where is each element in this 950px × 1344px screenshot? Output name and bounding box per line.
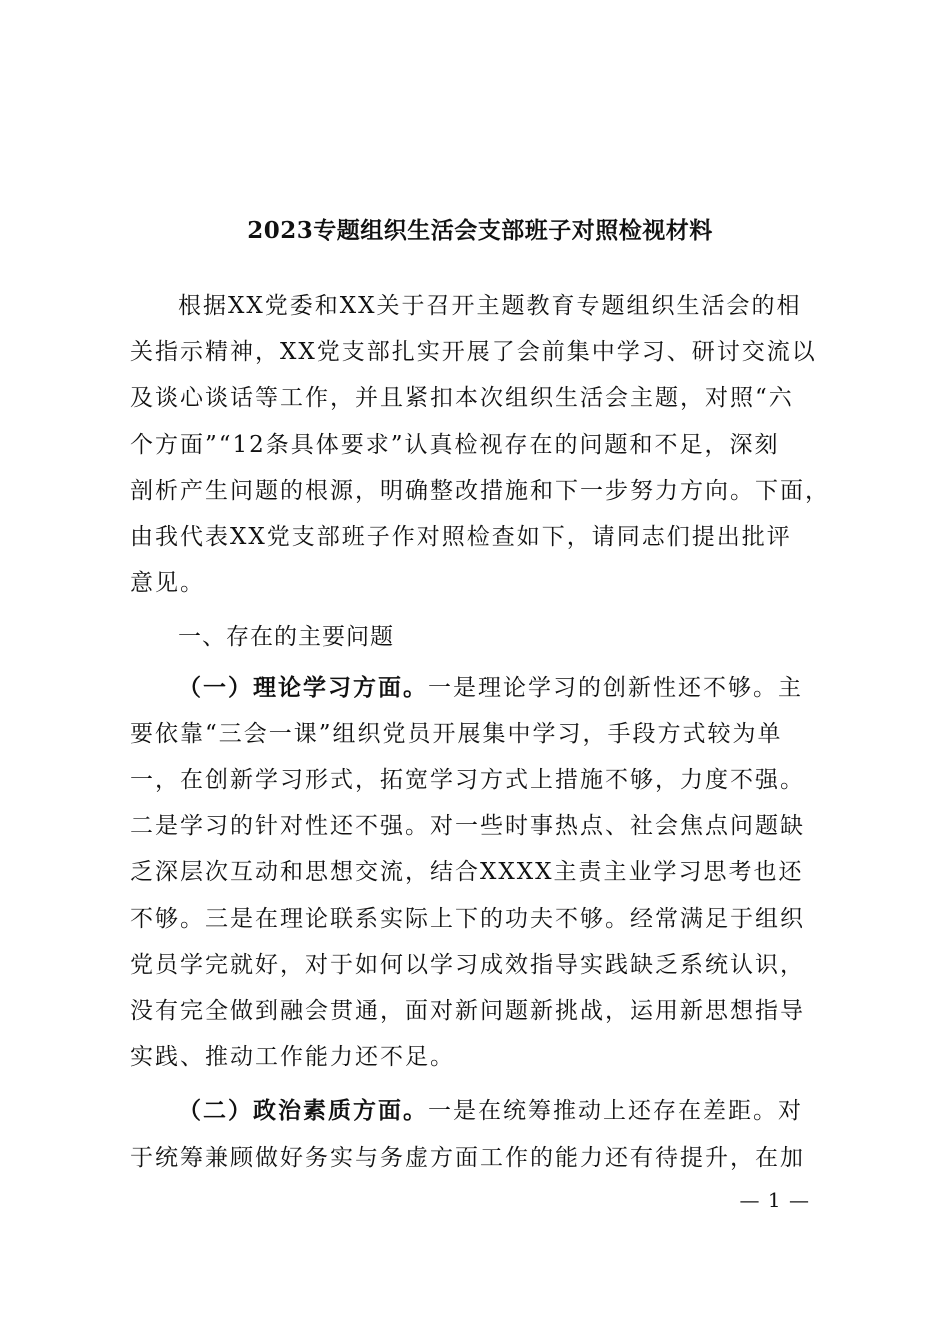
subsection-heading: （一）理论学习方面。	[178, 673, 428, 701]
body-line	[130, 425, 780, 465]
line-text: 一、存在的主要问题	[178, 624, 394, 651]
document-title: 2023专题组织生活会支部班子对照检视材料	[247, 217, 713, 244]
body-line	[178, 668, 803, 708]
body-line	[130, 378, 794, 418]
body-line	[130, 945, 805, 985]
body-line	[130, 899, 805, 939]
body-line	[130, 563, 205, 603]
line-text: 一，在创新学习形式，拓宽学习方式上措施不够，力度不强。	[130, 767, 805, 793]
line-text: 不够。三是在理论联系实际上下的功夫不够。经常满足于组织	[130, 905, 805, 932]
body-line	[130, 1037, 455, 1077]
body-line	[130, 1138, 805, 1178]
body-line	[130, 517, 792, 557]
line-text: 要依靠“三会一课”组织党员开展集中学习，手段方式较为单	[130, 720, 783, 747]
line-text: 及谈心谈话等工作，并且紧扣本次组织生活会主题，对照“六	[130, 385, 794, 412]
line-text: 没有完全做到融会贯通，面对新问题新挑战，运用新思想指导	[130, 998, 805, 1024]
line-text: 由我代表XX党支部班子作对照检查如下，请同志们提出批评	[130, 524, 792, 550]
line-text: 关指示精神，XX党支部扎实开展了会前集中学习、研讨交流以	[130, 339, 817, 366]
body-line	[130, 991, 805, 1031]
page-number: — 1 —	[739, 1188, 810, 1212]
line-text: 意见。	[130, 570, 205, 597]
subsection-heading: （二）政治素质方面。	[178, 1097, 428, 1125]
line-text: 实践、推动工作能力还不足。	[130, 1044, 455, 1071]
body-line	[130, 760, 805, 800]
body-line	[130, 332, 817, 372]
line-text: 党员学完就好，对于如何以学习成效指导实践缺乏系统认识，	[130, 951, 805, 978]
body-line	[130, 806, 805, 846]
body-line	[130, 714, 783, 754]
line-text: 一是在统筹推动上还存在差距。对	[428, 1098, 803, 1125]
line-text: 一是理论学习的创新性还不够。主	[428, 674, 803, 701]
line-text: 于统筹兼顾做好务实与务虚方面工作的能力还有待提升，在加	[130, 1144, 805, 1171]
line-text: 二是学习的针对性还不强。对一些时事热点、社会焦点问题缺	[130, 813, 805, 840]
line-text: 根据XX党委和XX关于召开主题教育专题组织生活会的相	[178, 293, 802, 319]
body-line	[130, 471, 830, 511]
line-text: 个方面”“12条具体要求”认真检视存在的问题和不足，深刻	[130, 431, 780, 458]
body-line	[178, 286, 802, 326]
body-line	[178, 1091, 803, 1131]
body-line	[130, 852, 804, 892]
line-text: 剖析产生问题的根源，明确整改措施和下一步努力方向。下面，	[130, 477, 830, 504]
section-heading	[178, 617, 394, 657]
line-text: 乏深层次互动和思想交流，结合XXXX主责主业学习思考也还	[130, 859, 804, 886]
